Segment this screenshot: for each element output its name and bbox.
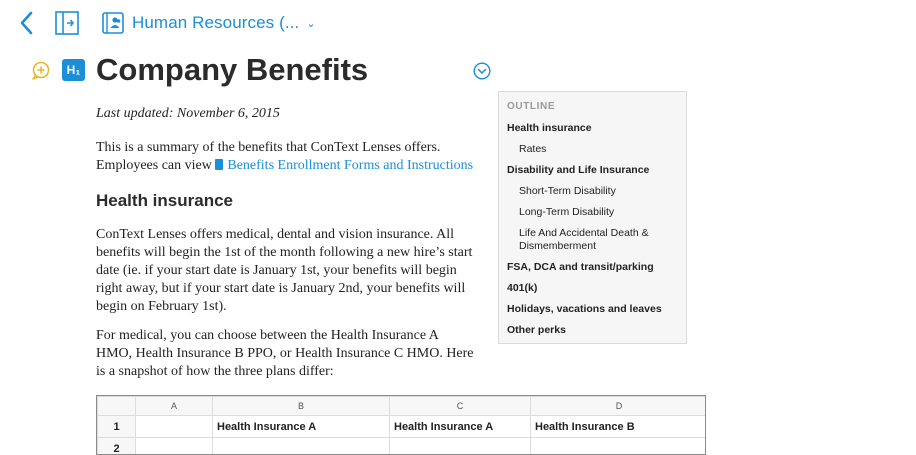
- chevron-down-icon: ⌄: [306, 17, 315, 30]
- column-header[interactable]: A: [136, 397, 213, 416]
- table-cell[interactable]: [136, 438, 213, 455]
- chevron-down-circle-icon: [473, 62, 491, 80]
- spreadsheet-table: [97, 396, 706, 455]
- intro-paragraph: [96, 139, 486, 175]
- heading-style-badge[interactable]: [62, 59, 85, 81]
- table-cell[interactable]: [136, 416, 213, 438]
- heading-style-label: H₁: [67, 63, 81, 77]
- title-options-button[interactable]: [473, 62, 491, 80]
- sidebar-toggle-button[interactable]: [54, 10, 80, 36]
- outline-item[interactable]: Health insurance: [507, 122, 592, 135]
- outline-heading: OUTLINE: [507, 101, 555, 112]
- table-cell[interactable]: Health Insurance B: [531, 416, 707, 438]
- page-title: Company Benefits: [96, 51, 368, 89]
- outline-item[interactable]: Disability and Life Insurance: [507, 164, 649, 177]
- sidebar-toggle-icon: [54, 10, 80, 36]
- table-cell[interactable]: [390, 438, 531, 455]
- row-header[interactable]: 1: [98, 416, 136, 438]
- last-updated: Last updated: November 6, 2015: [96, 105, 280, 123]
- intro-text: This is a summary of the benefits that ConText Lenses offers. Employees can view: [96, 140, 440, 173]
- table-row: [98, 438, 707, 455]
- table-cell[interactable]: Health Insurance A: [213, 416, 390, 438]
- document-icon: [215, 159, 223, 170]
- embedded-spreadsheet[interactable]: [96, 395, 706, 455]
- chevron-left-icon: [14, 8, 40, 38]
- outline-item[interactable]: FSA, DCA and transit/parking: [507, 261, 654, 274]
- column-header[interactable]: D: [531, 397, 707, 416]
- back-button[interactable]: [14, 8, 40, 38]
- outline-item[interactable]: 401(k): [507, 282, 537, 295]
- column-header-row: [98, 397, 707, 416]
- folder-name: Human Resources (...: [132, 13, 299, 33]
- body-paragraph: ConText Lenses offers medical, dental and vision insurance. All benefits will begin the 1st of the month following a new hire’s start date (ie. if your start date is January 1st, your benefits will begin right away, but if your start date is January 2nd, your benefits will begin on February 1st).: [96, 226, 476, 316]
- outline-item[interactable]: Long-Term Disability: [519, 206, 679, 219]
- outline-item[interactable]: Rates: [519, 143, 679, 156]
- add-comment-icon: [31, 61, 51, 81]
- folder-breadcrumb[interactable]: [102, 10, 316, 36]
- outline-item[interactable]: Other perks: [507, 324, 566, 337]
- section-heading: Health insurance: [96, 190, 233, 212]
- table-cell[interactable]: [531, 438, 707, 455]
- benefits-forms-link-label: Benefits Enrollment Forms and Instructions: [227, 158, 473, 173]
- outline-item[interactable]: Short-Term Disability: [519, 185, 679, 198]
- benefits-forms-link[interactable]: [215, 158, 473, 173]
- column-header[interactable]: C: [390, 397, 531, 416]
- column-header[interactable]: B: [213, 397, 390, 416]
- corner-cell: [98, 397, 136, 416]
- table-cell[interactable]: Health Insurance A: [390, 416, 531, 438]
- outline-item[interactable]: Life And Accidental Death & Dismemberment: [519, 227, 679, 253]
- outline-item[interactable]: Holidays, vacations and leaves: [507, 303, 662, 316]
- people-folder-icon: [102, 12, 124, 34]
- row-header[interactable]: 2: [98, 438, 136, 455]
- outline-panel: [498, 91, 687, 344]
- body-paragraph: For medical, you can choose between the Health Insurance A HMO, Health Insurance B PPO, or Health Insurance C HMO. Here is a snapshot of how the three plans differ:: [96, 327, 476, 381]
- add-comment-button[interactable]: [31, 61, 51, 81]
- table-cell[interactable]: [213, 438, 390, 455]
- table-row: [98, 416, 707, 438]
